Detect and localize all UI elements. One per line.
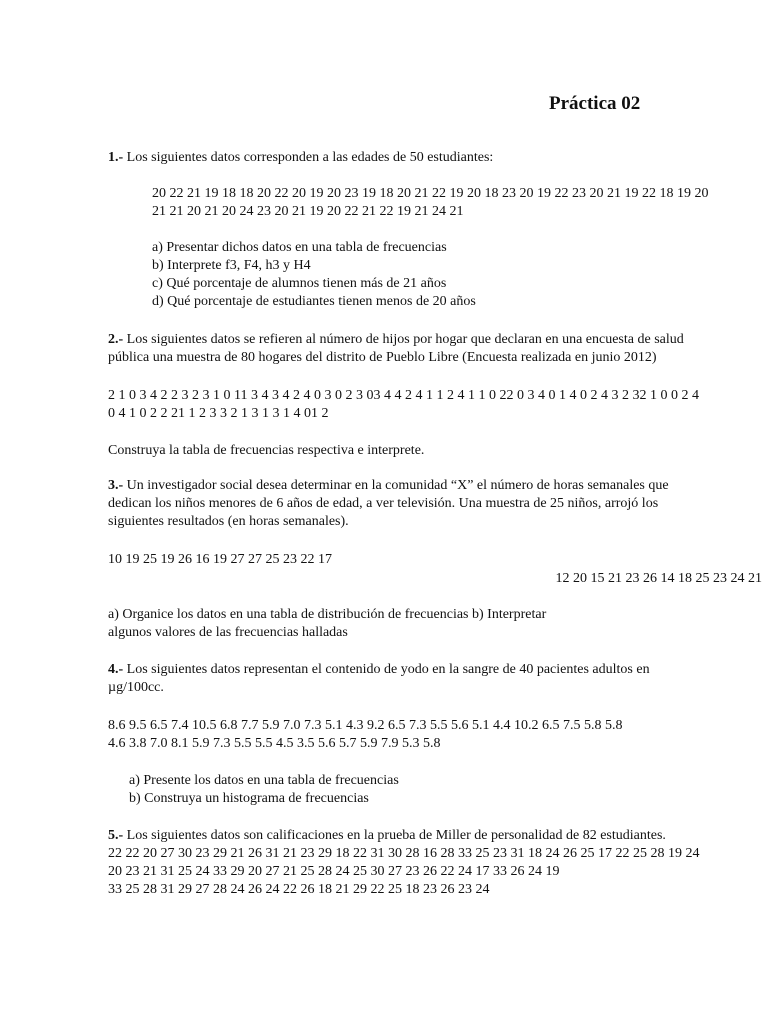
data-line: 20 23 21 31 25 24 33 29 20 27 21 25 28 24 25 30 27 23 26 22 24 17 33 26 24 19 <box>108 864 560 879</box>
problem-3-number: 3.- <box>108 478 124 493</box>
problem-3-text-cont: siguientes resultados (en horas semanales). <box>108 514 349 529</box>
list-item: d) Qué porcentaje de estudiantes tienen menos de 20 años <box>152 294 476 309</box>
list-item: a) Organice los datos en una tabla de distribución de frecuencias b) Interpretar <box>108 607 547 622</box>
problem-4-items <box>129 772 729 808</box>
problem-1-number: 1.- <box>108 150 124 165</box>
problem-2-text: Los siguientes datos se refieren al número de hijos por hogar que declaran en una encuesta de salud <box>123 332 684 347</box>
problem-2-data <box>108 387 764 423</box>
problem-3-text-cont: dedican los niños menores de 6 años de edad, a ver televisión. Una muestra de 25 niños, arrojó los <box>108 496 659 511</box>
data-line: 33 25 28 31 29 27 28 24 26 24 22 26 18 21 29 22 25 18 23 26 23 24 <box>108 882 490 897</box>
problem-3-data-2: 12 20 15 21 23 26 14 18 25 23 24 21 <box>555 571 762 586</box>
problem-4-text: Los siguientes datos representan el contenido de yodo en la sangre de 40 pacientes adultos en <box>123 662 650 677</box>
problem-2-instruction: Construya la tabla de frecuencias respectiva e interprete. <box>108 443 425 458</box>
data-line: 22 22 20 27 30 23 29 21 26 31 21 23 29 18 22 31 30 28 16 28 33 25 23 31 18 24 26 25 17 22 25 28 19 24 <box>108 846 700 861</box>
list-item: algunos valores de las frecuencias halladas <box>108 625 348 640</box>
data-line: 0 4 1 0 2 2 21 1 2 3 3 2 1 3 1 3 1 4 01 2 <box>108 406 329 421</box>
data-line: 21 21 20 21 20 24 23 20 21 19 20 22 21 22 19 21 24 21 <box>152 204 464 219</box>
data-line: 2 1 0 3 4 2 2 3 2 3 1 0 11 3 4 3 4 2 4 0 3 0 2 3 03 4 4 2 4 1 1 2 4 1 1 0 22 0 3 4 0 1 4 0 2 4 3 2 32 1 0 0 2 4 <box>108 388 699 403</box>
problem-4-data <box>108 717 764 753</box>
list-item: a) Presentar dichos datos en una tabla de frecuencias <box>152 240 447 255</box>
problem-5-number: 5.- <box>108 828 124 843</box>
problem-2-number: 2.- <box>108 332 124 347</box>
problem-3-data-1: 10 19 25 19 26 16 19 27 27 25 23 22 17 <box>108 552 332 567</box>
problem-5-text: Los siguientes datos son calificaciones en la prueba de Miller de personalidad de 82 estudiantes. <box>123 828 666 843</box>
list-item: b) Construya un histograma de frecuencias <box>129 791 369 806</box>
problem-1-data <box>152 185 768 221</box>
problem-2-text-cont: pública una muestra de 80 hogares del distrito de Pueblo Libre (Encuesta realizada en junio 2012) <box>108 350 657 365</box>
problem-3-text: Un investigador social desea determinar en la comunidad “X” el número de horas semanales que <box>123 478 669 493</box>
problem-4-text-cont: µg/100cc. <box>108 680 164 695</box>
data-line: 8.6 9.5 6.5 7.4 10.5 6.8 7.7 5.9 7.0 7.3 5.1 4.3 9.2 6.5 7.3 5.5 5.6 5.1 4.4 10.2 6.5 7.5 5.8 5.8 <box>108 718 623 733</box>
problem-4-intro <box>108 661 764 697</box>
list-item: b) Interprete f3, F4, h3 y H4 <box>152 258 311 273</box>
problem-3-intro <box>108 477 764 531</box>
problem-4-number: 4.- <box>108 662 124 677</box>
list-item: c) Qué porcentaje de alumnos tienen más de 21 años <box>152 276 447 291</box>
problem-2-intro <box>108 331 764 367</box>
problem-1-intro <box>108 149 764 167</box>
data-line: 4.6 3.8 7.0 8.1 5.9 7.3 5.5 5.5 4.5 3.5 5.6 5.7 5.9 7.9 5.3 5.8 <box>108 736 441 751</box>
problem-3-items <box>108 606 764 642</box>
page-title: Práctica 02 <box>549 93 641 114</box>
list-item: a) Presente los datos en una tabla de frecuencias <box>129 773 399 788</box>
problem-1-text: Los siguientes datos corresponden a las edades de 50 estudiantes: <box>123 150 494 165</box>
problem-5-intro <box>108 827 764 899</box>
problem-1-items <box>152 239 768 311</box>
data-line: 20 22 21 19 18 18 20 22 20 19 20 23 19 18 20 21 22 19 20 18 23 20 19 22 23 20 21 19 22 18 19 20 <box>152 186 709 201</box>
